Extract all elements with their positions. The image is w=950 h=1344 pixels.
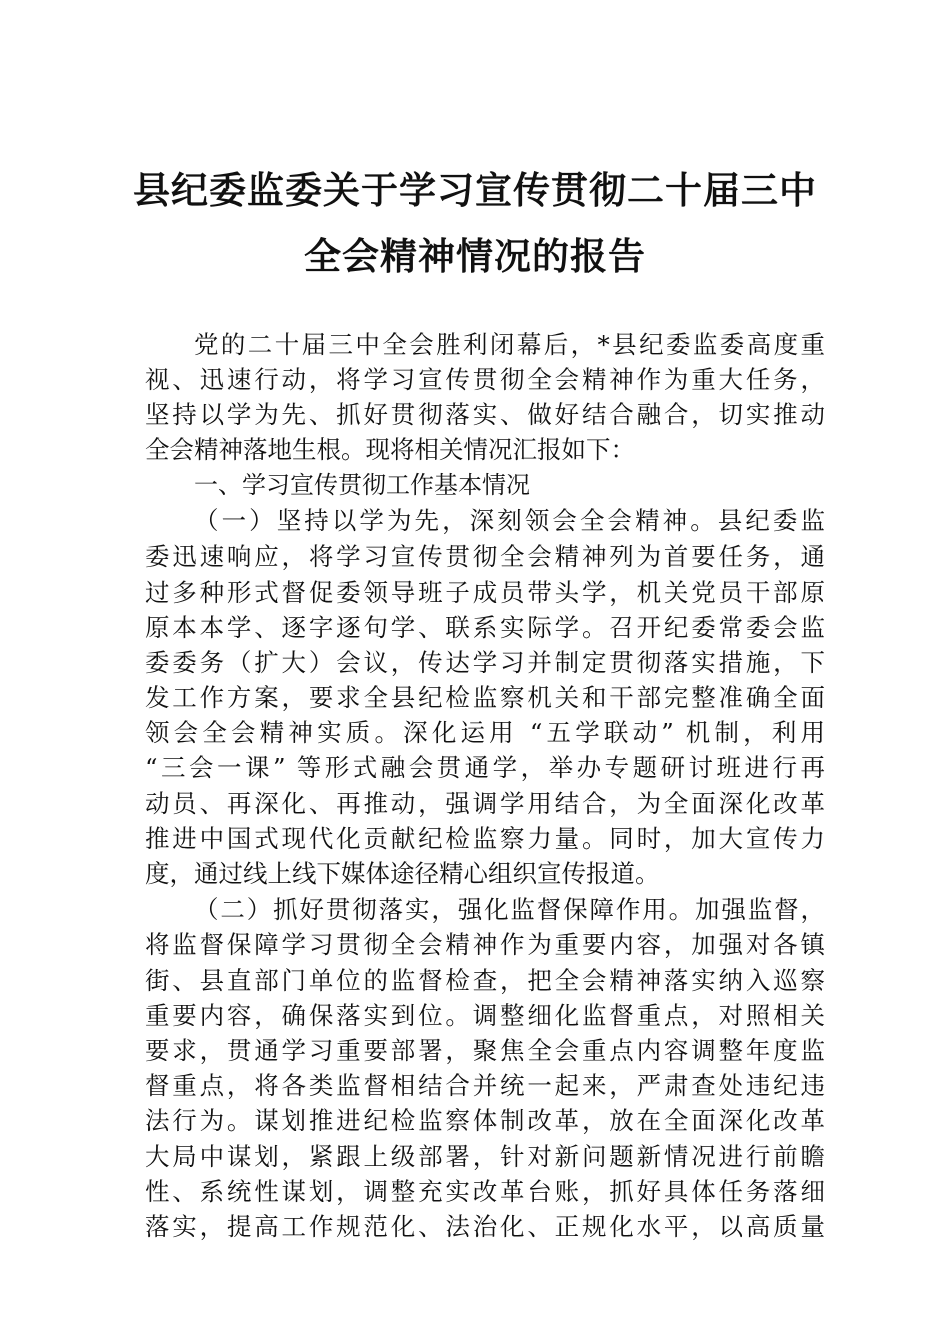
paragraph-line: 推进中国式现代化贡献纪检监察力量。同时，加大宣传力: [145, 824, 825, 853]
paragraph-line: 过多种形式督促委领导班子成员带头学，机关党员干部原: [145, 578, 825, 607]
paragraph-line: 大局中谋划，紧跟上级部署，针对新问题新情况进行前瞻: [145, 1142, 825, 1171]
paragraph-line: 度，通过线上线下媒体途径精心组织宣传报道。: [145, 859, 660, 888]
paragraph-line: 法行为。谋划推进纪检监察体制改革，放在全面深化改革: [145, 1106, 825, 1135]
document-title-line-2: 全会精神情况的报告: [304, 234, 646, 278]
paragraph-line: 督重点，将各类监督相结合并统一起来，严肃查处违纪违: [145, 1071, 825, 1100]
paragraph-line: 将监督保障学习贯彻全会精神作为重要内容，加强对各镇: [145, 930, 825, 959]
paragraph-line: 委迅速响应，将学习宣传贯彻全会精神列为首要任务，通: [145, 542, 825, 571]
paragraph-line: （一）坚持以学为先，深刻领会全会精神。县纪委监: [194, 506, 825, 535]
paragraph-line: 党的二十届三中全会胜利闭幕后，*县纪委监委高度重: [194, 330, 825, 359]
paragraph-line: “三会一课” 等形式融会贯通学，举办专题研讨班进行再: [145, 753, 825, 782]
section-heading: 一、学习宣传贯彻工作基本情况: [194, 471, 530, 499]
paragraph-line: 落实，提高工作规范化、法治化、正规化水平，以高质量: [145, 1212, 825, 1241]
paragraph-line: 要求，贯通学习重要部署，聚焦全会重点内容调整年度监: [145, 1036, 825, 1065]
paragraph-line: 全会精神落地生根。现将相关情况汇报如下：: [145, 435, 635, 464]
paragraph-line: （二）抓好贯彻落实，强化监督保障作用。加强监督，: [194, 895, 825, 924]
paragraph-line: 委委务（扩大）会议，传达学习并制定贯彻落实措施，下: [145, 648, 825, 677]
paragraph-line: 领会全会精神实质。深化运用 “五学联动” 机制，利用: [145, 718, 825, 747]
paragraph-line: 性、系统性谋划，调整充实改革台账，抓好具体任务落细: [145, 1177, 825, 1206]
paragraph-line: 坚持以学为先、抓好贯彻落实、做好结合融合，切实推动: [145, 400, 825, 429]
paragraph-line: 原本本学、逐字逐句学、联系实际学。召开纪委常委会监: [145, 613, 825, 642]
paragraph-line: 重要内容，确保落实到位。调整细化监督重点，对照相关: [145, 1001, 825, 1030]
paragraph-line: 发工作方案，要求全县纪检监察机关和干部完整准确全面: [145, 683, 825, 712]
paragraph-line: 视、迅速行动，将学习宣传贯彻全会精神作为重大任务，: [145, 365, 825, 394]
paragraph-line: 街、县直部门单位的监督检查，把全会精神落实纳入巡察: [145, 966, 825, 995]
paragraph-line: 动员、再深化、再推动，强调学用结合，为全面深化改革: [145, 789, 825, 818]
document-title-line-1: 县纪委监委关于学习宣传贯彻二十届三中: [133, 168, 817, 212]
